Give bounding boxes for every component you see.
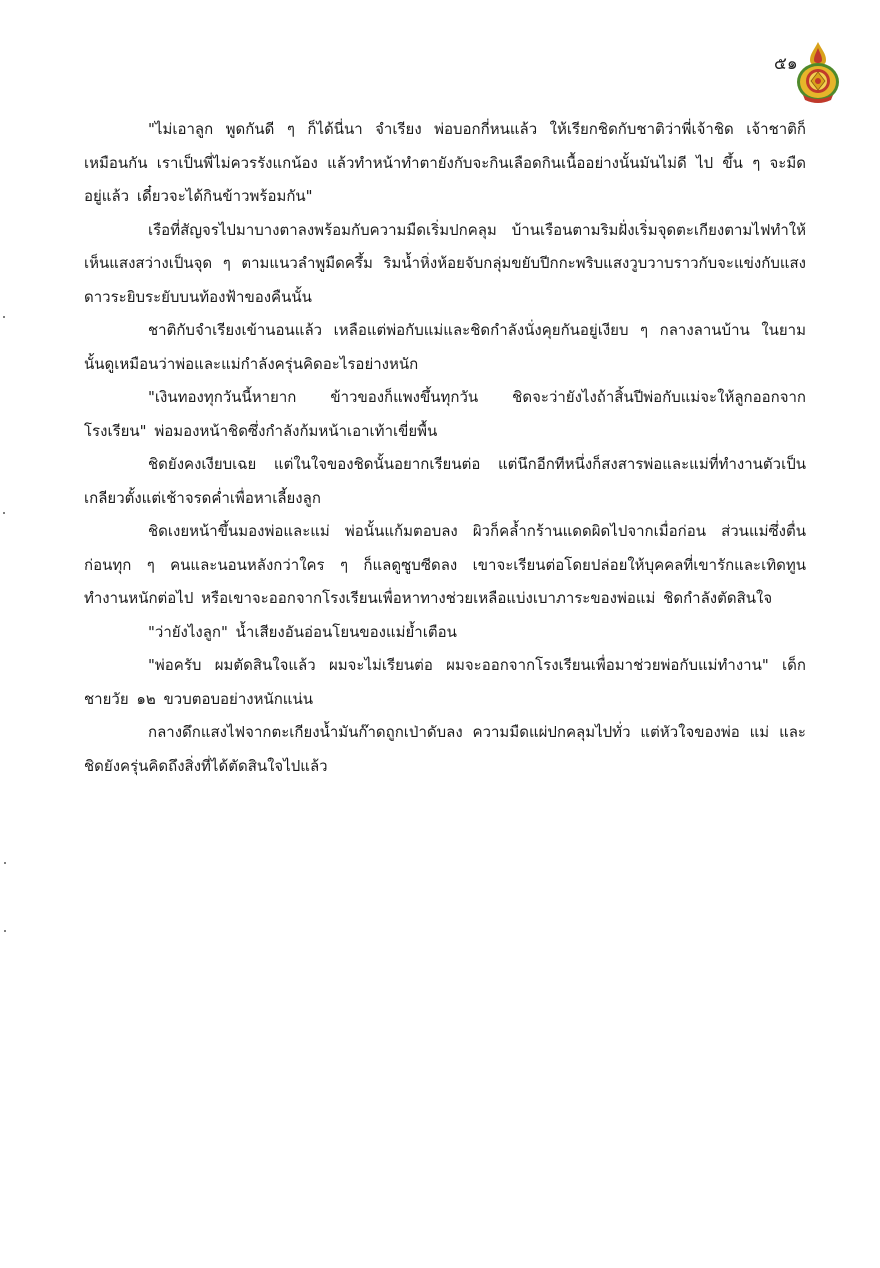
page-number: ๕๑ bbox=[774, 54, 798, 74]
paragraph: "เงินทองทุกวันนี้หายาก ข้าวของก็แพงขึ้นทุกวัน ชิดจะว่ายังไงถ้าสิ้นปีพ่อกับแม่จะให้ลูกออกจากโรงเรียน" พ่อมองหน้าชิดซึ่งกำลังก้มหน้าเอาเท้าเขี่ยพื้น bbox=[84, 388, 806, 440]
paragraph: กลางดึกแสงไฟจากตะเกียงน้ำมันก๊าดถูกเป่าดับลง ความมืดแผ่ปกคลุมไปทั่ว แต่หัวใจของพ่อ แม่ และชิดยังครุ่นคิดถึงสิ่งที่ได้ตัดสินใจไปแล้ว bbox=[84, 723, 806, 775]
paragraph: เรือที่สัญจรไปมาบางตาลงพร้อมกับความมืดเริ่มปกคลุม บ้านเรือนตามริมฝั่งเริ่มจุดตะเกียงตามไฟทำให้เห็นแสงสว่างเป็นจุด ๆ ตามแนวลำพูมืดครึ้ม ริมน้ำหิ่งห้อยจับกลุ่มขยับปีกกะพริบแสงวูบวาบราวกับจะแข่งกับแสงดาวระยิบระยับบนท้องฟ้าของคืนนั้น bbox=[84, 220, 806, 306]
paragraph: "พ่อครับ ผมตัดสินใจแล้ว ผมจะไม่เรียนต่อ ผมจะออกจากโรงเรียนเพื่อมาช่วยพ่อกับแม่ทำงาน" เด็กชายวัย ๑๒ ขวบตอบอย่างหนักแน่น bbox=[84, 656, 806, 708]
paragraph: ชิดเงยหน้าขึ้นมองพ่อและแม่ พ่อนั้นแก้มตอบลง ผิวก็คล้ำกร้านแดดผิดไปจากเมื่อก่อน ส่วนแม่ซึ่งตื่นก่อนทุก ๆ คนและนอนหลังกว่าใคร ๆ ก็แลดูซูบซีดลง เขาจะเรียนต่อโดยปล่อยให้บุคคลที่เขารักและเทิดทูนทำงานหนักต่อไป หรือเขาจะออกจากโรงเรียนเพื่อหาทางช่วยเหลือแบ่งเบาภาระของพ่อแม่ ชิดกำลังตัดสินใจ bbox=[84, 522, 806, 607]
story-body bbox=[84, 113, 806, 783]
scan-speck bbox=[3, 316, 5, 318]
paragraph: "ว่ายังไงลูก" น้ำเสียงอันอ่อนโยนของแม่ย้ำเตือน bbox=[148, 622, 457, 641]
scan-speck bbox=[4, 862, 6, 864]
paragraph: ชาติกับจำเรียงเข้านอนแล้ว เหลือแต่พ่อกับแม่และชิดกำลังนั่งคุยกันอยู่เงียบ ๆ กลางลานบ้าน ในยามนั้นดูเหมือนว่าพ่อและแม่กำลังครุ่นคิดอะไรอย่างหนัก bbox=[84, 321, 806, 373]
paragraph: "ไม่เอาลูก พูดกันดี ๆ ก็ได้นี่นา จำเรียง พ่อบอกกี่หนแล้ว ให้เรียกชิดกับชาติว่าพี่เจ้าชิด เจ้าชาติก็เหมือนกัน เราเป็นพี่ไม่ควรรังแกน้อง แล้วทำหน้าทำตายังกับจะกินเลือดกินเนื้ออย่างนั้นมันไม่ดี ไป ขึ้น ๆ จะมืดอยู่แล้ว เดี๋ยวจะได้กินข้าวพร้อมกัน" bbox=[84, 120, 806, 205]
scan-speck bbox=[4, 930, 6, 932]
school-emblem-icon bbox=[795, 40, 841, 104]
scan-speck bbox=[3, 512, 5, 514]
paragraph: ชิดยังคงเงียบเฉย แต่ในใจของชิดนั้นอยากเรียนต่อ แต่นึกอีกทีหนึ่งก็สงสารพ่อและแม่ที่ทำงานตัวเป็นเกลียวตั้งแต่เช้าจรดค่ำเพื่อหาเลี้ยงลูก bbox=[84, 455, 806, 507]
